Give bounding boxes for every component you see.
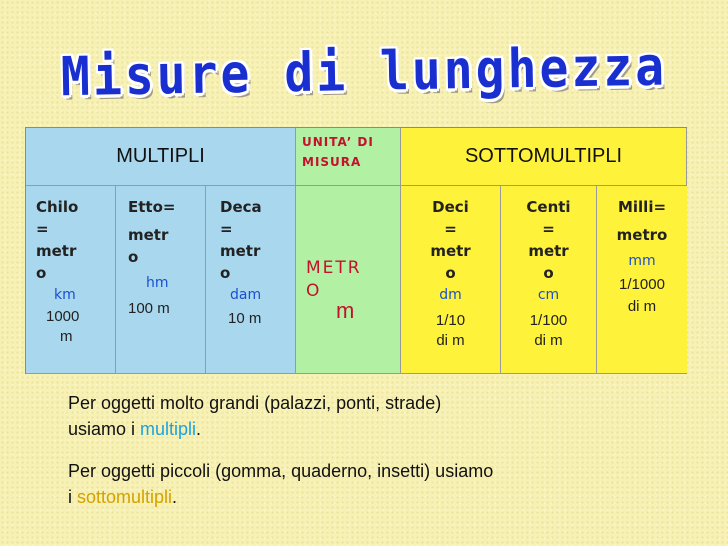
deci-label: Deci: [432, 198, 469, 216]
paragraph-sottomultipli-end: .: [172, 487, 178, 507]
centi-abbr: cm: [537, 287, 560, 303]
paragraph-sottomultipli: [68, 458, 493, 510]
paragraph-sottomultipli-prefix: i: [68, 487, 77, 507]
chilo-eq: =: [36, 220, 49, 238]
milli-abbr: mm: [628, 253, 656, 269]
page-title: Misure di lunghezza: [60, 35, 668, 109]
centi-metr: metr: [528, 242, 569, 260]
cell-centimetro: [501, 186, 597, 374]
deci-abbr: dm: [439, 287, 462, 303]
chilo-value: 1000: [46, 308, 80, 325]
chilo-abbr: km: [54, 287, 76, 303]
metro-abbr: m: [336, 298, 355, 323]
cell-metro: [296, 186, 401, 374]
centi-unit: di m: [534, 332, 563, 349]
deci-metr: metr: [430, 242, 471, 260]
deci-o: o: [445, 264, 456, 282]
header-unita-line1: UNITA’ DI: [302, 135, 374, 149]
paragraph-sottomultipli-line1: Per oggetti piccoli (gomma, quaderno, insetti) usiamo: [68, 461, 494, 481]
deca-metr: metr: [220, 242, 261, 260]
chilo-unit: m: [60, 328, 73, 345]
milli-metro: metro: [616, 226, 668, 244]
etto-abbr: hm: [146, 275, 169, 291]
centi-eq: =: [542, 220, 555, 238]
deci-unit: di m: [436, 332, 465, 349]
deca-label: Deca: [220, 198, 262, 216]
cell-decametro: [206, 186, 296, 374]
header-unita-line2: MISURA: [302, 155, 362, 169]
header-sottomultipli: SOTTOMULTIPLI: [401, 128, 687, 186]
deca-value: 10 m: [228, 310, 262, 327]
deci-eq: =: [444, 220, 457, 238]
chilo-metr: metr: [36, 242, 77, 260]
paragraph-multipli: [68, 390, 441, 442]
etto-o: o: [128, 248, 139, 266]
deci-value: 1/10: [435, 312, 466, 329]
centi-o: o: [543, 264, 554, 282]
etto-value: 100 m: [128, 300, 170, 317]
chilo-o: o: [36, 264, 47, 282]
cell-millimetro: [597, 186, 687, 374]
paragraph-multipli-prefix: usiamo i: [68, 419, 141, 439]
paragraph-multipli-line2: [68, 416, 441, 442]
highlight-multipli: multipli: [140, 419, 197, 439]
metro-o: O: [306, 281, 320, 301]
centi-label: Centi: [526, 198, 571, 216]
centi-value: 1/100: [529, 312, 568, 329]
highlight-sottomultipli: sottomultipli: [77, 487, 173, 507]
deca-abbr: dam: [230, 287, 262, 303]
paragraph-multipli-line1: Per oggetti molto grandi (palazzi, ponti, strade): [68, 393, 442, 413]
etto-metr: metr: [128, 226, 169, 244]
paragraph-multipli-end: .: [196, 419, 202, 439]
cell-decimetro: [401, 186, 501, 374]
metro-label: METR: [306, 258, 362, 278]
chilo-label: Chilo: [36, 198, 79, 216]
etto-label: Etto=: [128, 198, 176, 216]
header-unita: [296, 128, 401, 186]
milli-unit: di m: [627, 298, 657, 315]
deca-o: o: [220, 264, 231, 282]
cell-ettometro: [116, 186, 206, 374]
paragraph-sottomultipli-line2: [68, 484, 493, 510]
milli-label: Milli=: [617, 198, 667, 216]
deca-eq: =: [220, 220, 233, 238]
units-table: [25, 127, 687, 374]
milli-value: 1/1000: [619, 276, 665, 293]
cell-chilometro: [26, 186, 116, 374]
header-multipli: MULTIPLI: [26, 128, 296, 186]
